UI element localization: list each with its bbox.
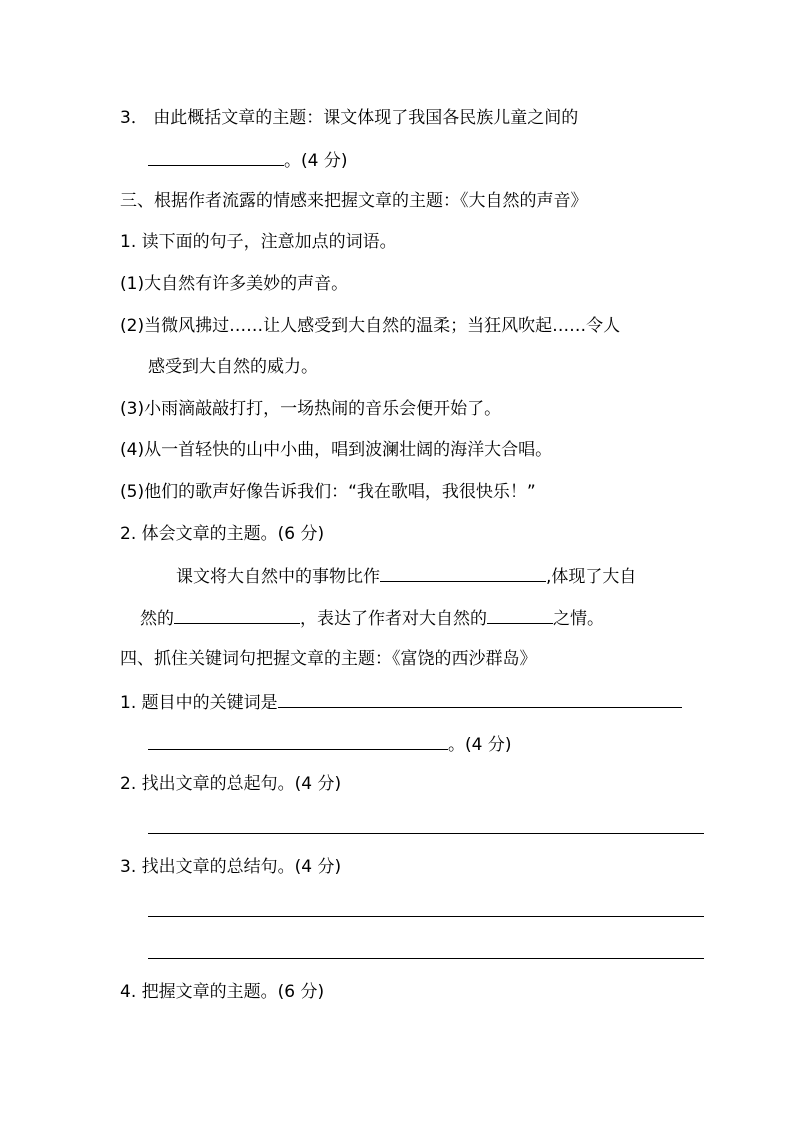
- fill-blank[interactable]: [148, 147, 284, 166]
- answer-rule[interactable]: [148, 916, 704, 917]
- question-3-1: 1. 读下面的句子，注意加点的词语。: [120, 232, 397, 252]
- answer-line-2-3: 。(4 分): [148, 147, 347, 173]
- fill-blank[interactable]: [174, 605, 300, 624]
- question-3-2: 2. 体会文章的主题。(6 分): [120, 524, 325, 544]
- section-heading-4: 四、抓住关键词句把握文章的主题：《富饶的西沙群岛》: [120, 649, 537, 669]
- fill-line-2: 然的 ，表达了作者对大自然的 之情。: [140, 605, 604, 631]
- fill-blank[interactable]: [380, 563, 546, 582]
- answer-line-4-1: 。(4 分): [148, 731, 511, 757]
- fill-line-1: 课文将大自然中的事物比作 ,体现了大自: [176, 563, 636, 589]
- answer-rule[interactable]: [148, 833, 704, 834]
- sentence-2: (2)当微风拂过……让人感受到大自然的温柔；当狂风吹起……令人: [120, 316, 621, 336]
- question-4-1: 1. 题目中的关键词是: [120, 689, 682, 715]
- question-4-4: 4. 把握文章的主题。(6 分): [120, 982, 325, 1002]
- fill-blank[interactable]: [148, 731, 448, 750]
- fill-blank[interactable]: [487, 605, 553, 624]
- sentence-2-cont: 感受到大自然的威力。: [148, 357, 318, 377]
- question-4-3: 3. 找出文章的总结句。(4 分): [120, 857, 342, 877]
- answer-rule[interactable]: [148, 958, 704, 959]
- sentence-3: (3)小雨滴敲敲打打，一场热闹的音乐会便开始了。: [120, 399, 502, 419]
- section-heading-3: 三、根据作者流露的情感来把握文章的主题：《大自然的声音》: [120, 191, 588, 211]
- question-4-2: 2. 找出文章的总起句。(4 分): [120, 774, 342, 794]
- question-2-3: 3． 由此概括文章的主题：课文体现了我国各民族儿童之间的: [120, 108, 579, 128]
- fill-blank[interactable]: [278, 689, 682, 708]
- sentence-4: (4)从一首轻快的山中小曲，唱到波澜壮阔的海洋大合唱。: [120, 440, 553, 460]
- sentence-5: (5)他们的歌声好像告诉我们：“我在歌唱，我很快乐！”: [120, 482, 536, 502]
- sentence-1: (1)大自然有许多美妙的声音。: [120, 274, 349, 294]
